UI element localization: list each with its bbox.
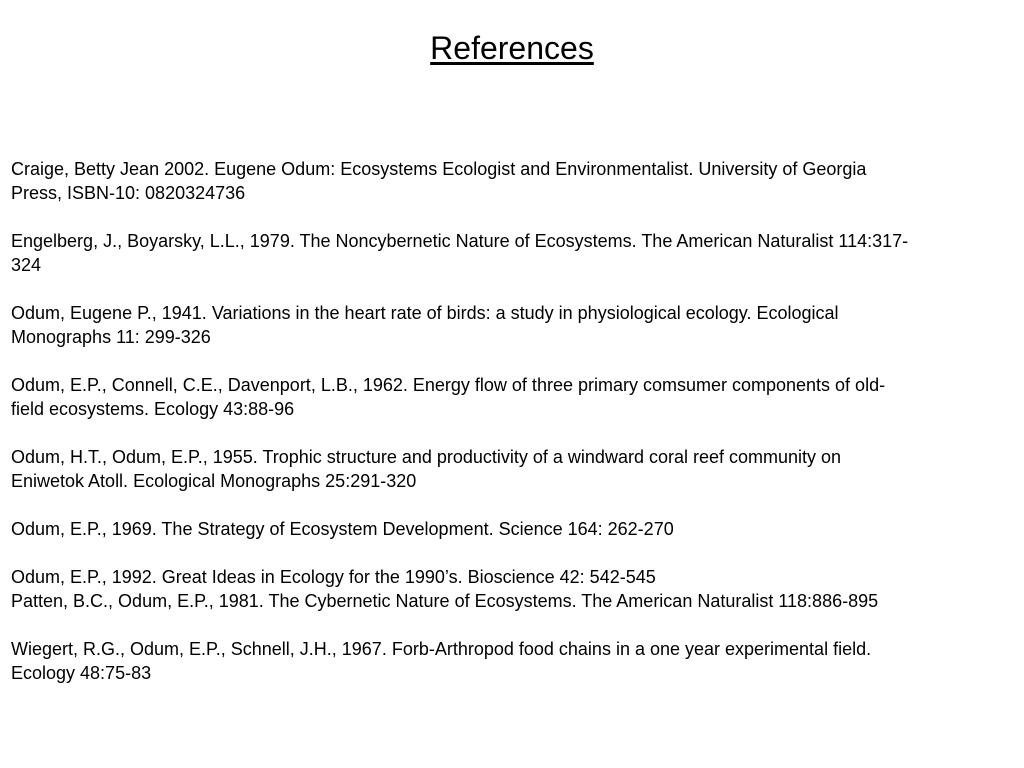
reference-line: Ecology 48:75-83 <box>11 663 152 683</box>
reference-item <box>11 517 1013 541</box>
reference-line: Monographs 11: 299-326 <box>11 327 211 347</box>
reference-line: Odum, E.P., Connell, C.E., Davenport, L.B., 1962. Energy flow of three primary comsumer components of old- <box>11 375 886 395</box>
reference-item <box>11 565 1013 589</box>
reference-item <box>11 229 1013 277</box>
reference-item <box>11 157 1013 205</box>
reference-line: Odum, E.P., 1992. Great Ideas in Ecology for the 1990’s. Bioscience 42: 542-545 <box>11 567 656 587</box>
reference-line: Odum, E.P., 1969. The Strategy of Ecosystem Development. Science 164: 262-270 <box>11 519 674 539</box>
reference-line: Craige, Betty Jean 2002. Eugene Odum: Ecosystems Ecologist and Environmentalist. University of Georgia <box>11 159 867 179</box>
reference-line: Odum, H.T., Odum, E.P., 1955. Trophic structure and productivity of a windward coral reef community on <box>11 447 842 467</box>
reference-list <box>11 157 1013 685</box>
reference-line: Patten, B.C., Odum, E.P., 1981. The Cybernetic Nature of Ecosystems. The American Naturalist 118:886-895 <box>11 591 879 611</box>
reference-item <box>11 589 1013 613</box>
reference-item <box>11 445 1013 493</box>
reference-item <box>11 637 1013 685</box>
reference-line: 324 <box>11 255 42 275</box>
reference-line: Press, ISBN-10: 0820324736 <box>11 183 246 203</box>
reference-line: Odum, Eugene P., 1941. Variations in the heart rate of birds: a study in physiological ecology. Ecological <box>11 303 839 323</box>
reference-line: Engelberg, J., Boyarsky, L.L., 1979. The Noncybernetic Nature of Ecosystems. The American Naturalist 114:317- <box>11 231 909 251</box>
slide-title: References <box>430 30 594 66</box>
reference-line: field ecosystems. Ecology 43:88-96 <box>11 399 295 419</box>
reference-item <box>11 301 1013 349</box>
reference-item <box>11 373 1013 421</box>
reference-line: Wiegert, R.G., Odum, E.P., Schnell, J.H., 1967. Forb-Arthropod food chains in a one year experimental field. <box>11 639 872 659</box>
reference-line: Eniwetok Atoll. Ecological Monographs 25:291-320 <box>11 471 417 491</box>
